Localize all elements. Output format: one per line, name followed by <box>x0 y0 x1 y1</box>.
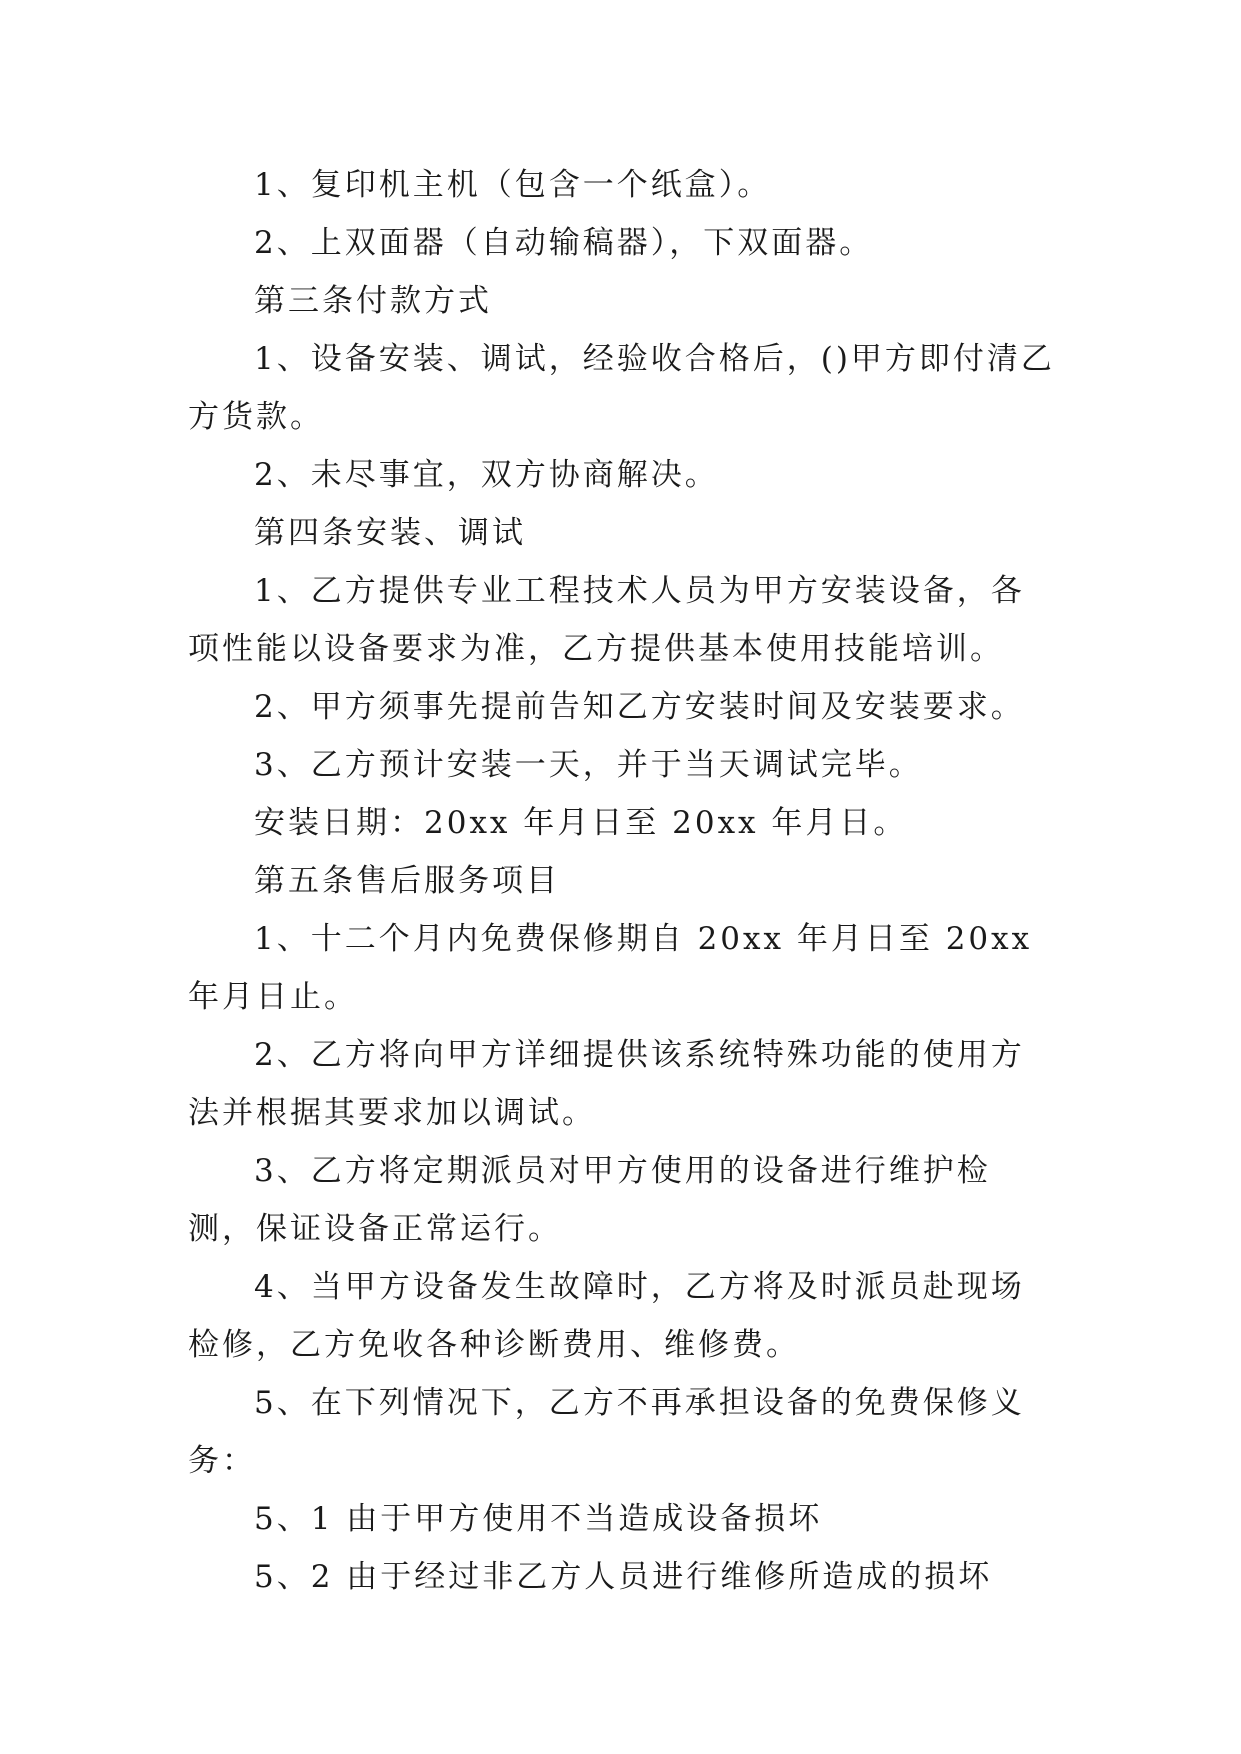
paragraph-installation-2: 2、甲方须事先提前告知乙方安装时间及安装要求。 <box>254 689 1025 725</box>
section-heading-installation: 第四条安装、调试 <box>254 515 526 551</box>
paragraph-after-sales-3: 3、乙方将定期派员对甲方使用的设备进行维护检测，保证设备正常运行。 <box>188 1153 991 1247</box>
paragraph-installation-3: 3、乙方预计安装一天，并于当天调试完毕。 <box>254 747 923 783</box>
paragraph-after-sales-1: 1、十二个月内免费保修期自 20xx 年月日至 20xx 年月日止。 <box>188 921 1033 1015</box>
paragraph-payment-1: 1、设备安装、调试，经验收合格后，()甲方即付清乙方货款。 <box>188 341 1055 435</box>
paragraph-after-sales-5-2: 5、2 由于经过非乙方人员进行维修所造成的损坏 <box>254 1559 993 1595</box>
paragraph-installation-1: 1、乙方提供专业工程技术人员为甲方安装设备，各项性能以设备要求为准，乙方提供基本使用技能培训。 <box>188 573 1025 667</box>
paragraph-after-sales-5-1: 5、1 由于甲方使用不当造成设备损坏 <box>254 1501 823 1537</box>
section-heading-after-sales: 第五条售后服务项目 <box>254 863 560 899</box>
paragraph-after-sales-2: 2、乙方将向甲方详细提供该系统特殊功能的使用方法并根据其要求加以调试。 <box>188 1037 1025 1131</box>
document-body <box>188 156 1056 1606</box>
paragraph-installation-date: 安装日期：20xx 年月日至 20xx 年月日。 <box>254 805 908 841</box>
paragraph-payment-2: 2、未尽事宜，双方协商解决。 <box>254 457 719 493</box>
paragraph-item-copier-host: 1、复印机主机（包含一个纸盒）。 <box>254 167 772 203</box>
section-heading-payment: 第三条付款方式 <box>254 283 492 319</box>
paragraph-after-sales-5: 5、在下列情况下，乙方不再承担设备的免费保修义务： <box>188 1385 1025 1479</box>
paragraph-item-duplexer: 2、上双面器（自动输稿器），下双面器。 <box>254 225 874 261</box>
paragraph-after-sales-4: 4、当甲方设备发生故障时，乙方将及时派员赴现场检修，乙方免收各种诊断费用、维修费。 <box>188 1269 1025 1363</box>
